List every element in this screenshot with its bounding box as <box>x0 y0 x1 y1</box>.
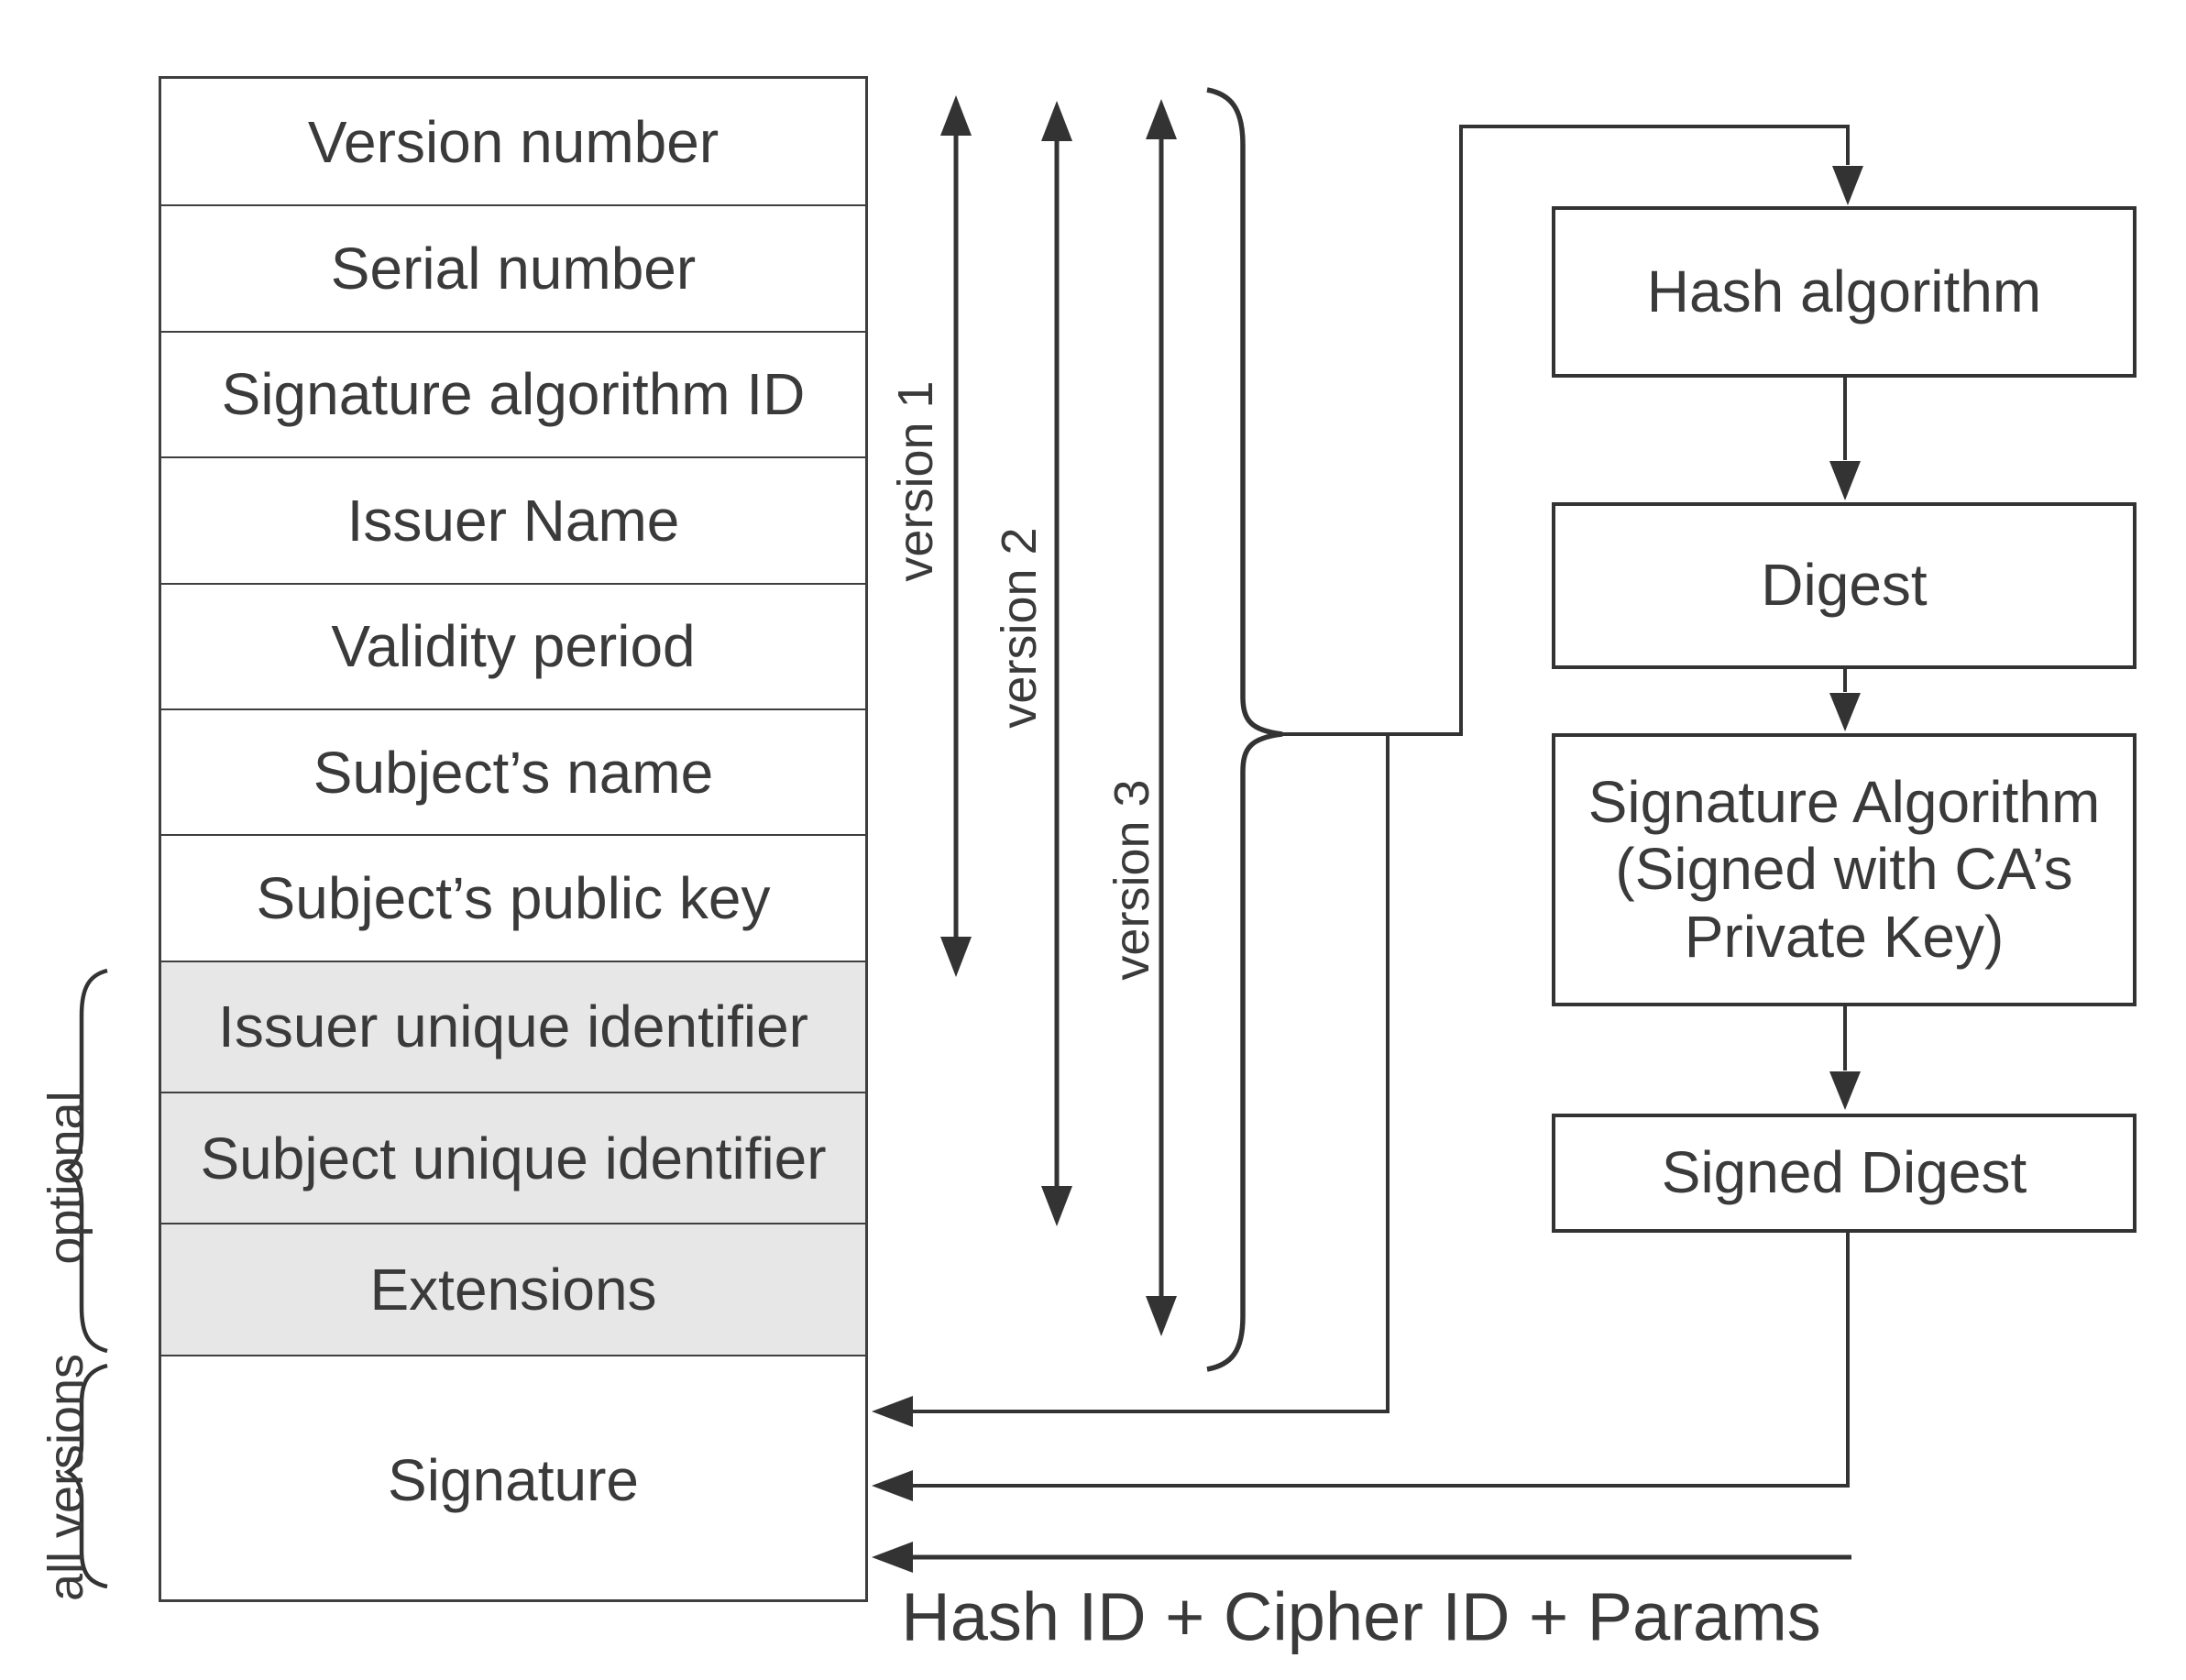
box-label: Signature Algorithm (Signed with CA’s Private Key) <box>1587 768 2101 970</box>
row-label: Issuer Name <box>346 487 680 554</box>
version2-arrowhead-up <box>1041 101 1072 141</box>
all-versions-label: all versions <box>38 1353 93 1602</box>
table-row-version-number <box>161 79 865 204</box>
row-label: Signature <box>388 1447 639 1514</box>
table-row-subjects-public-key <box>161 834 865 960</box>
row-label: Issuer unique identifier <box>218 994 808 1060</box>
table-row-validity-period <box>161 583 865 708</box>
hash-id-params-label: Hash ID + Cipher ID + Params <box>901 1578 1821 1655</box>
table-row-serial-number <box>161 204 865 330</box>
versions-brace <box>1207 90 1282 1369</box>
row-label: Serial number <box>330 236 697 302</box>
row-label: Extensions <box>369 1256 657 1323</box>
certificate-table <box>159 76 868 1602</box>
hash-entry-arrowhead <box>1832 166 1863 205</box>
signature-algorithm-box <box>1552 733 2137 1006</box>
row-label: Subject unique identifier <box>200 1125 827 1191</box>
version1-arrowhead-up <box>940 95 972 136</box>
table-row-extensions <box>161 1223 865 1354</box>
version1-label: version 1 <box>888 380 943 582</box>
version2-arrowhead-down <box>1041 1186 1072 1226</box>
version2-label: version 2 <box>992 527 1047 729</box>
row-label: Subject’s public key <box>256 865 771 932</box>
signed-entry-arrowhead <box>1829 1071 1861 1110</box>
digest-box <box>1552 502 2137 669</box>
table-row-subject-unique-identifier <box>161 1092 865 1223</box>
box-label: Hash algorithm <box>1646 258 2042 324</box>
table-row-subjects-name <box>161 708 865 834</box>
version3-arrowhead-down <box>1146 1296 1177 1336</box>
row-label: Subject’s name <box>313 739 714 806</box>
row-label: Signature algorithm ID <box>221 361 806 428</box>
signed-digest-box <box>1552 1114 2137 1233</box>
table-row-issuer-name <box>161 456 865 582</box>
row-label: Validity period <box>331 613 696 680</box>
version3-arrowhead-up <box>1146 99 1177 139</box>
signed-to-signature-connector <box>913 1233 1848 1486</box>
signature-arrowhead-3 <box>872 1542 913 1573</box>
digest-entry-arrowhead <box>1829 461 1861 500</box>
version3-label: version 3 <box>1104 779 1159 981</box>
optional-label: optional <box>38 1091 93 1265</box>
signature-arrowhead-2 <box>872 1470 913 1501</box>
table-row-signature <box>161 1355 865 1602</box>
version1-arrowhead-down <box>940 937 972 977</box>
table-row-issuer-unique-identifier <box>161 961 865 1092</box>
box-label: Digest <box>1761 552 1928 619</box>
table-row-signature-algorithm-id <box>161 331 865 456</box>
sigalg-entry-arrowhead <box>1829 693 1861 731</box>
box-label: Signed Digest <box>1661 1139 2027 1206</box>
row-label: Version number <box>307 108 720 175</box>
signature-arrowhead-1 <box>872 1396 913 1427</box>
hash-algorithm-box <box>1552 206 2137 378</box>
